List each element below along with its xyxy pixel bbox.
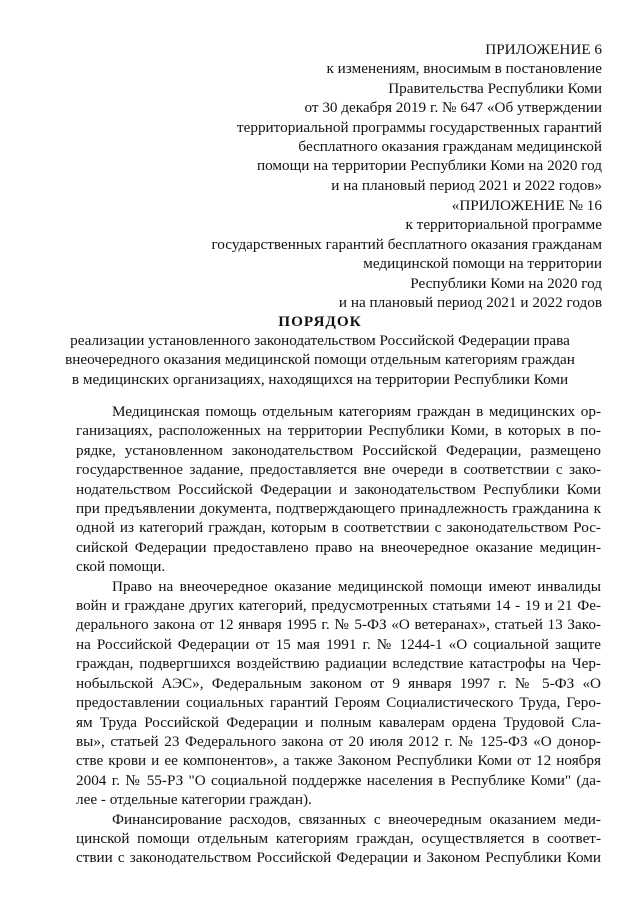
paragraph-line: ской помощи.: [76, 558, 166, 576]
paragraph-line: нодательством Российской Федерации и законодательством Республики Коми: [76, 480, 601, 498]
document-subtitle: [0, 331, 640, 389]
paragraph-line: нобыльской АЭС», Федеральным законом от 9 января 1997 г. № 5-ФЗ «О: [76, 674, 601, 692]
appendix-16-line: Республики Коми на 2020 год: [410, 274, 602, 292]
paragraph-line: ганизациях, расположенных на территории Республики Коми, в которых в по-: [76, 422, 601, 440]
paragraph-line: одной из категорий граждан, которым в соответствии с законодательством Рос-: [76, 519, 601, 537]
paragraph-3: [76, 810, 601, 868]
document-body: [76, 402, 601, 868]
paragraph-line: сийской Федерации предоставлено право на внеочередное оказание медицин-: [76, 538, 601, 556]
paragraph-line: вы», статьей 23 Федерального закона от 20 июля 2012 г. № 125-ФЗ «О донор-: [76, 732, 601, 750]
paragraph-1: [76, 402, 601, 577]
paragraph-line: государственное задание, предоставляется вне очереди в соответствии с зако-: [76, 461, 601, 479]
paragraph-line: Право на внеочередное оказание медицинской помощи имеют инвалиды: [112, 577, 601, 595]
paragraph-line: Финансирование расходов, связанных с внеочередным оказанием меди-: [112, 810, 601, 828]
appendix-6-line: бесплатного оказания гражданам медицинской: [298, 138, 602, 156]
subtitle-line: внеочередного оказания медицинской помощи отдельным категориям граждан: [65, 351, 575, 369]
paragraph-line: лее - отдельные категории граждан).: [76, 791, 312, 809]
paragraph-line: предоставлении социальных гарантий Героям Социалистического Труда, Геро-: [76, 694, 601, 712]
paragraph-line: 2004 г. № 55-РЗ "О социальной поддержке населения в Республике Коми" (да-: [76, 771, 601, 789]
appendix-16-header: [211, 196, 602, 312]
paragraph-line: войн и граждане других категорий, предусмотренных статьями 14 - 19 и 21 Фе-: [76, 597, 601, 615]
appendix-16-line: государственных гарантий бесплатного оказания гражданам: [211, 235, 602, 253]
paragraph-line: рядке, установленном законодательством Российской Федерации, размещено: [76, 441, 601, 459]
document-title: ПОРЯДОК: [278, 313, 362, 330]
appendix-6-line: помощи на территории Республики Коми на 2020 год: [256, 157, 602, 175]
paragraph-line: при предъявлении документа, подтверждающего принадлежность гражданина к: [76, 500, 601, 518]
appendix-6-line: и на плановый период 2021 и 2022 годов»: [331, 176, 602, 194]
paragraph-2: [76, 577, 601, 810]
appendix-16-line: «ПРИЛОЖЕНИЕ № 16: [451, 197, 602, 214]
paragraph-line: граждан, подвергшихся воздействию радиации вследствие катастрофы на Чер-: [76, 655, 601, 673]
appendix-6-header: [237, 40, 602, 195]
subtitle-line: реализации установленного законодательством Российской Федерации права: [70, 332, 570, 349]
paragraph-line: стве крови и ее компонентов», а также Законом Республики Коми от 12 ноября: [76, 752, 601, 770]
appendix-16-line: к территориальной программе: [405, 216, 602, 234]
paragraph-line: Медицинская помощь отдельным категориям граждан в медицинских ор-: [112, 403, 601, 420]
paragraph-line: цинской помощи отдельным категориям граждан, осуществляется в соответ-: [76, 829, 601, 847]
paragraph-line: на Российской Федерации от 15 мая 1991 г. № 1244-1 «О социальной защите: [76, 635, 601, 653]
paragraph-line: дерального закона от 12 января 1995 г. № 5-ФЗ «О ветеранах», статьей 13 Зако-: [76, 616, 601, 634]
appendix-6-line: ПРИЛОЖЕНИЕ 6: [485, 41, 602, 58]
subtitle-line: в медицинских организациях, находящихся на территории Республики Коми: [71, 370, 569, 388]
appendix-16-line: медицинской помощи на территории: [363, 255, 602, 273]
appendix-6-line: территориальной программы государственных гарантий: [236, 118, 602, 136]
appendix-6-line: от 30 декабря 2019 г. № 647 «Об утверждении: [304, 99, 602, 117]
appendix-6-line: Правительства Республики Коми: [388, 79, 602, 97]
appendix-16-line: и на плановый период 2021 и 2022 годов: [338, 294, 602, 312]
paragraph-line: ям Труда Российской Федерации и полным кавалерам ордена Трудовой Сла-: [76, 713, 601, 731]
appendix-6-line: к изменениям, вносимым в постановление: [326, 60, 602, 78]
paragraph-line: ствии с законодательством Российской Федерации и Законом Республики Коми: [76, 849, 601, 867]
